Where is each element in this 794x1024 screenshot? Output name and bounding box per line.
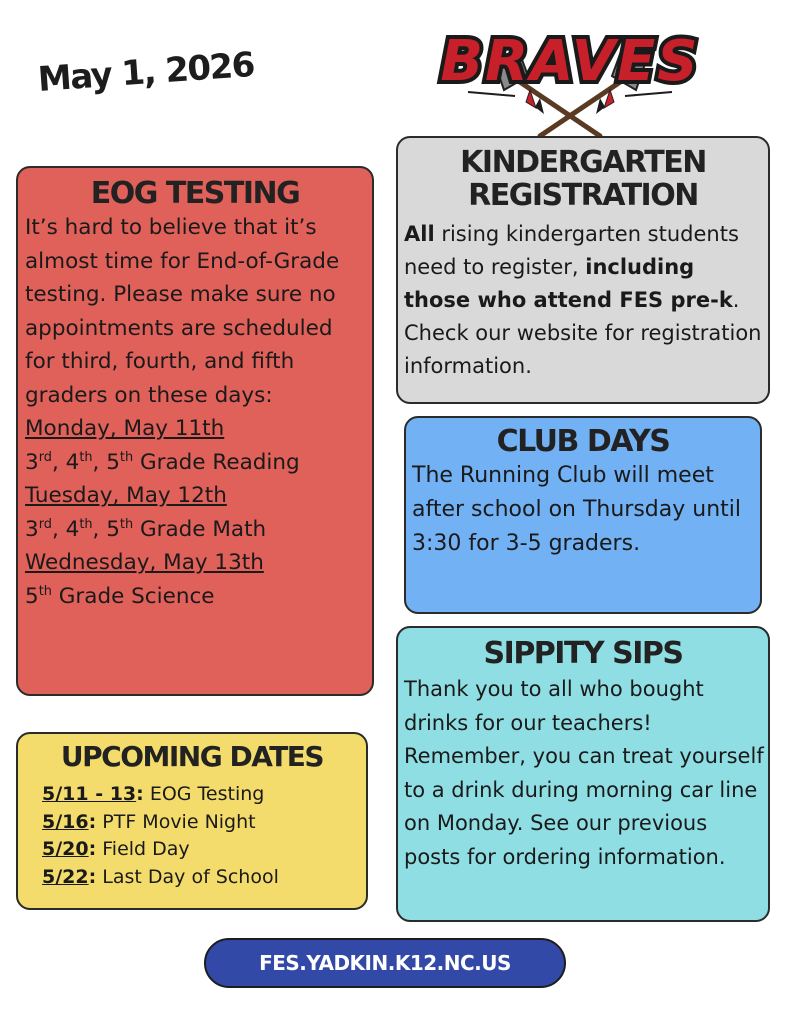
eog-title: EOG TESTING (90, 176, 300, 211)
club-days-text: The Running Club will meet after school on Thursday until 3:30 for 3-5 graders. (412, 463, 741, 556)
eog-day-1: Monday, May 11th (25, 416, 225, 441)
kindergarten-text: All rising kindergarten students need to register, including those who attend FES pre-k. Check our website for registration information. (404, 222, 762, 378)
kindergarten-title: KINDERGARTEN REGISTRATION (460, 145, 706, 213)
eog-intro: It’s hard to believe that it’s almost time for End-of-Grade testing. Please make sure no appointments are scheduled for third, fourth, and fifth graders on these days: (25, 215, 340, 408)
eog-grades-3: 5th Grade Science (25, 583, 215, 609)
list-item: 5/22: Last Day of School (42, 865, 279, 888)
website-link[interactable]: FES.YADKIN.K12.NC.US (204, 938, 566, 988)
kindergarten-registration-panel (396, 136, 770, 404)
upcoming-dates-list (18, 781, 366, 891)
eog-day-2: Tuesday, May 12th (25, 483, 227, 508)
eog-grades-2: 3rd, 4th, 5th Grade Math (25, 516, 267, 542)
sippity-sips-text: Thank you to all who bought drinks for our teachers! Remember, you can treat yourself to a drink during morning car line on Monday. See our previous posts for ordering information. (404, 677, 764, 869)
club-days-panel (404, 416, 762, 614)
sippity-sips-panel (396, 626, 770, 922)
list-item: 5/11 - 13: EOG Testing (42, 783, 265, 805)
eog-schedule (25, 412, 364, 613)
club-days-title: CLUB DAYS (496, 424, 670, 459)
upcoming-dates-title: UPCOMING DATES (60, 740, 324, 773)
eog-day-3: Wednesday, May 13th (25, 550, 264, 575)
eog-testing-panel (16, 166, 374, 696)
list-item: 5/20: Field Day (42, 838, 190, 860)
logo-wordmark: BRAVES (440, 29, 700, 94)
braves-logo (390, 14, 750, 144)
eog-grades-1: 3rd, 4th, 5th Grade Reading (25, 449, 300, 475)
sippity-sips-title: SIPPITY SIPS (483, 636, 683, 671)
list-item: 5/16: PTF Movie Night (42, 810, 256, 833)
newsletter-date: May 1, 2026 (36, 44, 256, 100)
upcoming-dates-panel (16, 732, 368, 910)
